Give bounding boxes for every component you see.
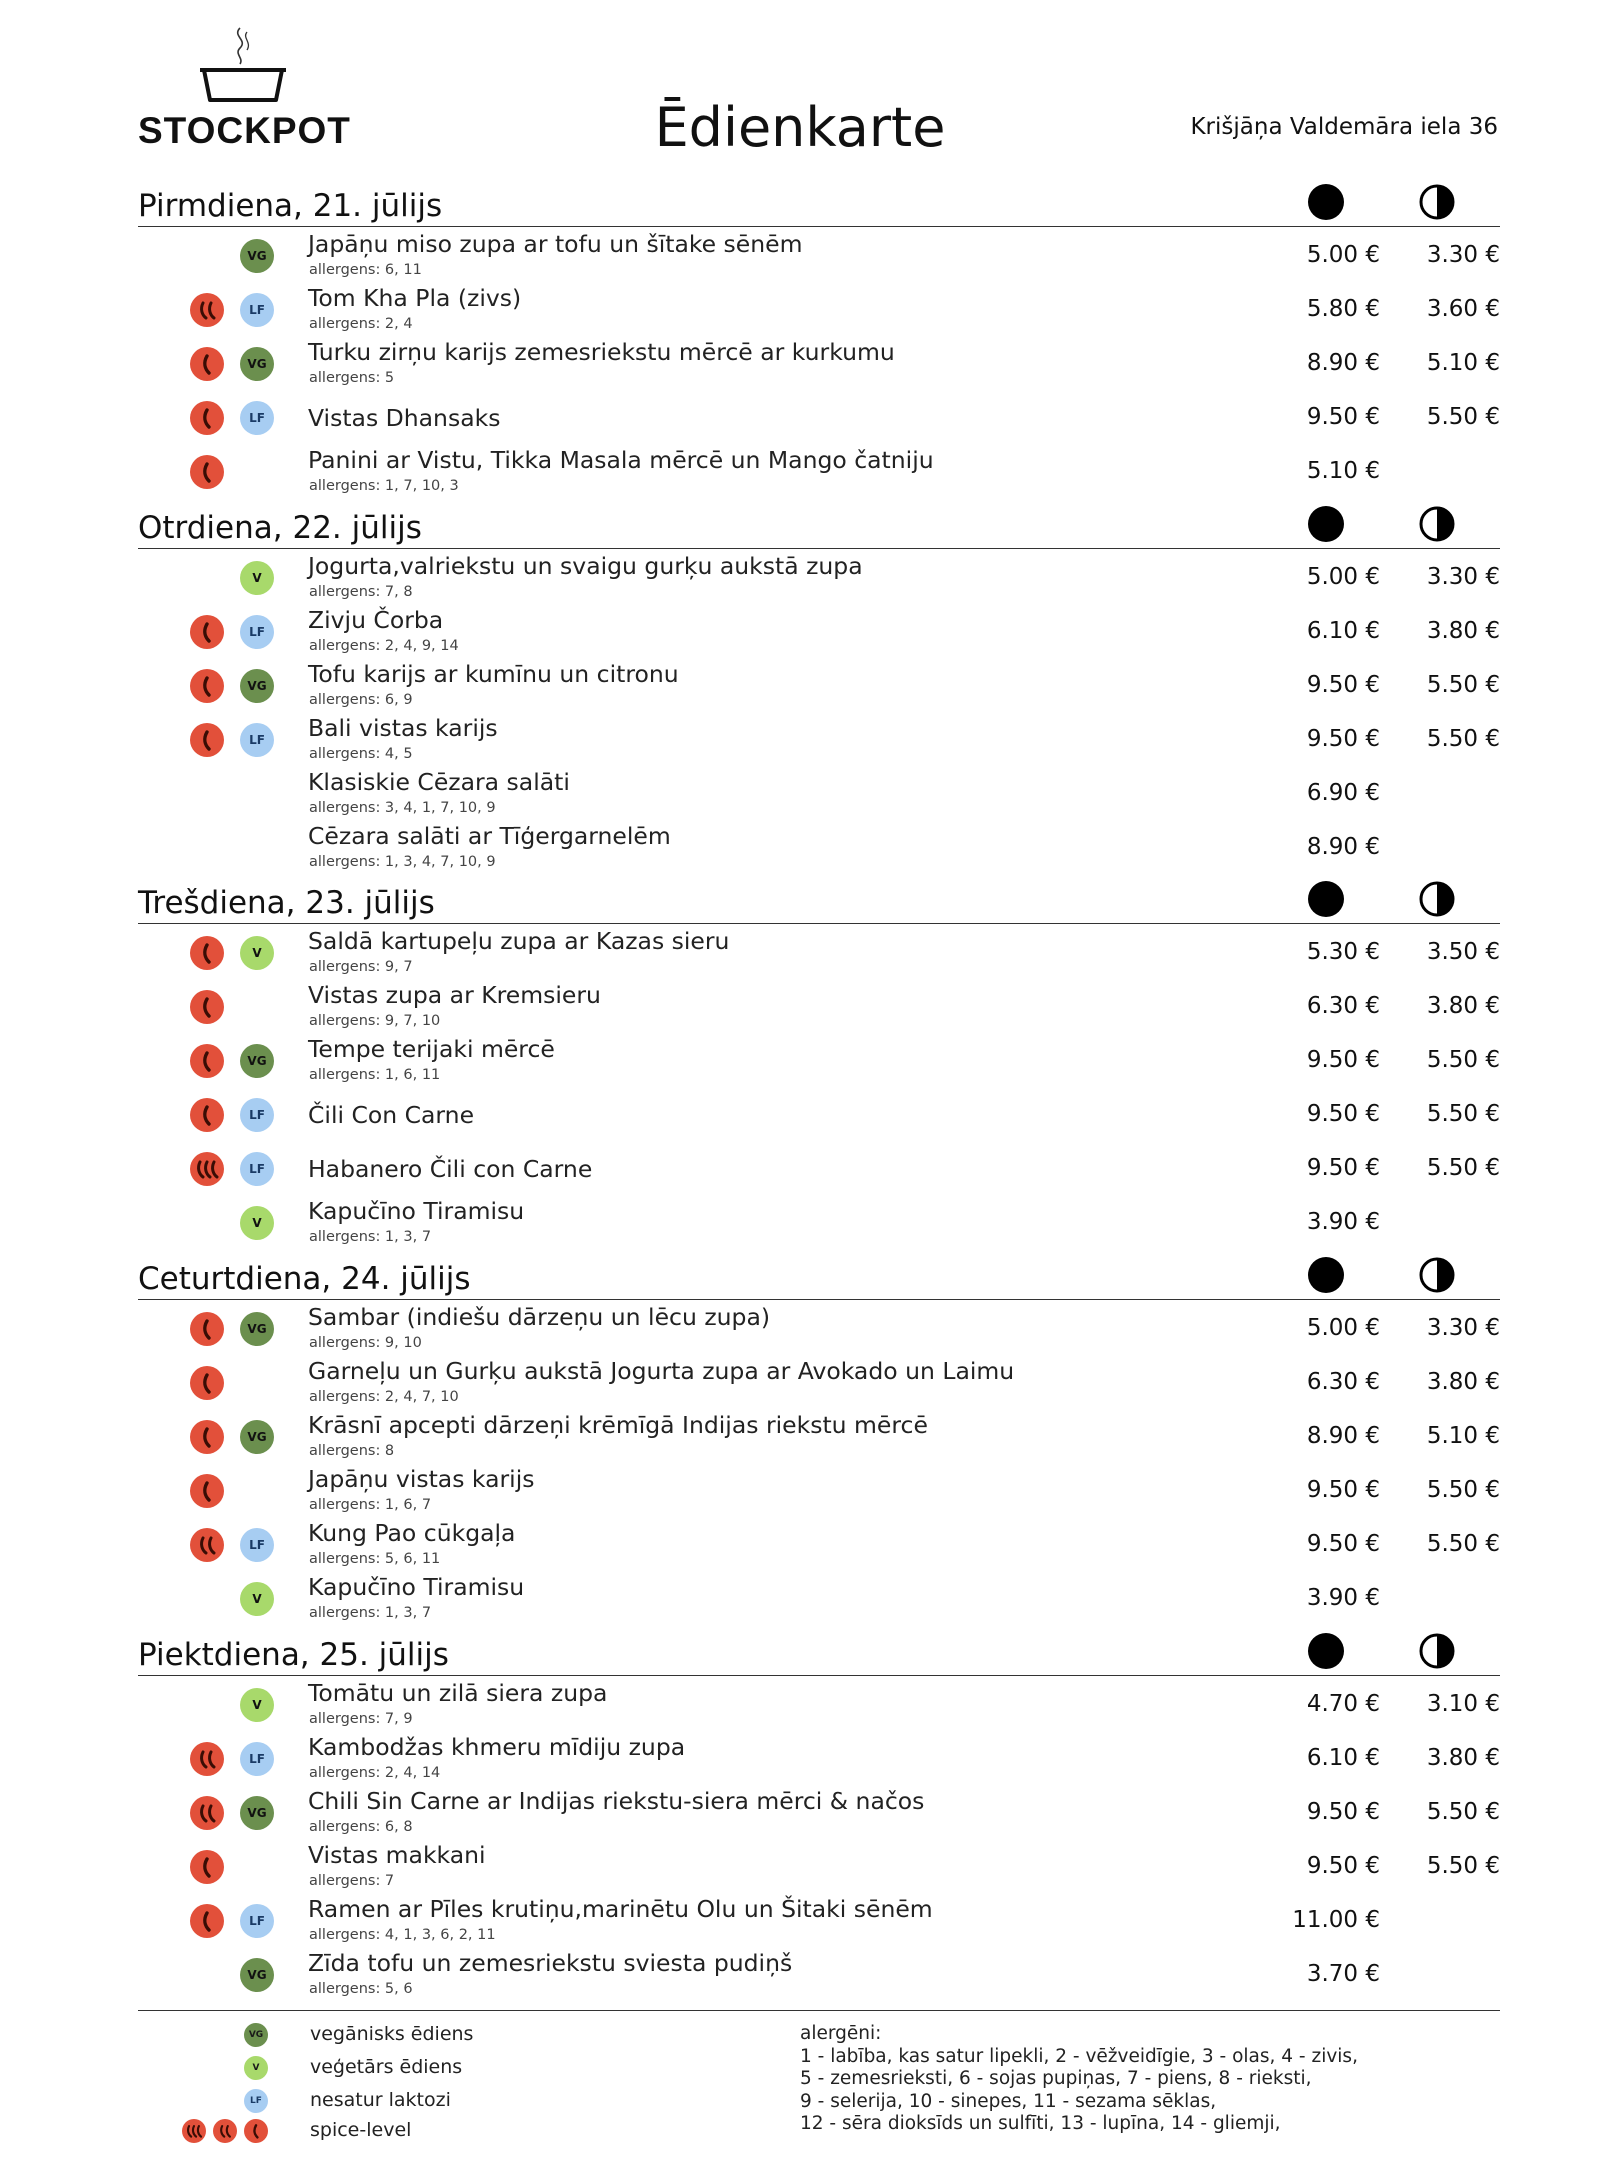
item-allergens: allergens: 7, 8 xyxy=(309,584,413,600)
price-half: 5.50 € xyxy=(1426,1101,1500,1127)
chili-2-icon xyxy=(213,2119,237,2143)
chili-1-icon xyxy=(190,1098,224,1132)
item-allergens: allergens: 2, 4 xyxy=(309,316,413,332)
menu-item xyxy=(138,1569,1500,1623)
chili-2-icon xyxy=(190,1742,224,1776)
item-badges xyxy=(138,723,278,757)
page-title: Ēdienkarte xyxy=(654,96,946,159)
vegan-badge-icon: VG xyxy=(240,669,274,703)
day-title: Otrdiena, 22. jūlijs xyxy=(138,510,422,546)
item-name: Japāņu vistas karijs xyxy=(308,1465,535,1493)
price-half: 3.10 € xyxy=(1426,1691,1500,1717)
menu-item xyxy=(138,923,1500,977)
item-name: Turku zirņu karijs zemesriekstu mērcē ar kurkumu xyxy=(308,338,895,366)
full-circle-icon xyxy=(1308,881,1344,917)
diet-legend xyxy=(138,2020,838,2150)
price-full: 9.50 € xyxy=(1306,1799,1380,1825)
price-full: 5.00 € xyxy=(1306,564,1380,590)
legend-vegan-text: vegānisks ēdiens xyxy=(310,2023,474,2045)
item-allergens: allergens: 9, 7, 10 xyxy=(309,1013,441,1029)
item-badges xyxy=(138,831,278,865)
legend-vegan xyxy=(138,2020,838,2050)
item-badges xyxy=(138,1312,278,1346)
allergen-key-line: 1 - labība, kas satur lipekli, 2 - vēžveidīgie, 3 - olas, 4 - zivis, xyxy=(800,2045,1358,2067)
item-allergens: allergens: 4, 1, 3, 6, 2, 11 xyxy=(309,1927,496,1943)
item-name: Čili Con Carne xyxy=(308,1101,475,1129)
menu-item xyxy=(138,226,1500,280)
menu-item xyxy=(138,1407,1500,1461)
price-full: 5.80 € xyxy=(1306,296,1380,322)
item-name: Saldā kartupeļu zupa ar Kazas sieru xyxy=(308,927,730,955)
price-full: 4.70 € xyxy=(1306,1691,1380,1717)
menu-item xyxy=(138,1945,1500,1999)
item-name: Kapučīno Tiramisu xyxy=(308,1573,525,1601)
item-badges xyxy=(138,1098,278,1132)
vegan-badge-icon: VG xyxy=(240,1044,274,1078)
legend-vegetarian-text: veģetārs ēdiens xyxy=(310,2056,463,2078)
item-badges xyxy=(138,561,278,595)
price-full: 9.50 € xyxy=(1306,672,1380,698)
menu-item xyxy=(138,1193,1500,1247)
day-title: Ceturtdiena, 24. jūlijs xyxy=(138,1261,471,1297)
item-badges xyxy=(138,401,278,435)
vegan-badge-icon: VG xyxy=(240,347,274,381)
chili-1-icon xyxy=(190,1474,224,1508)
lactose-free-badge-icon: LF xyxy=(240,1528,274,1562)
day-title: Trešdiena, 23. jūlijs xyxy=(138,885,435,921)
price-full: 3.70 € xyxy=(1306,1961,1380,1987)
price-full: 6.10 € xyxy=(1306,618,1380,644)
half-circle-icon xyxy=(1419,1257,1455,1293)
vegetarian-badge-icon: V xyxy=(240,1582,274,1616)
price-full: 5.30 € xyxy=(1306,939,1380,965)
menu-item xyxy=(138,602,1500,656)
vegetarian-badge-icon: V xyxy=(244,2056,268,2080)
menu-item xyxy=(138,656,1500,710)
item-name: Tempe terijaki mērcē xyxy=(308,1035,555,1063)
item-badges xyxy=(138,936,278,970)
menu-item xyxy=(138,977,1500,1031)
price-half: 5.50 € xyxy=(1426,404,1500,430)
item-name: Kambodžas khmeru mīdiju zupa xyxy=(308,1733,686,1761)
legend-spice-text: spice-level xyxy=(310,2119,412,2141)
price-half: 5.50 € xyxy=(1426,1799,1500,1825)
item-name: Habanero Čili con Carne xyxy=(308,1155,593,1183)
allergen-key-line: 5 - zemesrieksti, 6 - sojas pupiņas, 7 - piens, 8 - rieksti, xyxy=(800,2068,1312,2089)
item-allergens: allergens: 6, 11 xyxy=(309,262,422,278)
vegetarian-badge-icon: V xyxy=(240,561,274,595)
item-name: Vistas Dhansaks xyxy=(308,404,501,432)
menu-item xyxy=(138,1515,1500,1569)
item-badges xyxy=(138,1688,278,1722)
item-allergens: allergens: 1, 7, 10, 3 xyxy=(309,478,459,494)
chili-1-icon xyxy=(190,401,224,435)
price-full: 5.00 € xyxy=(1306,1315,1380,1341)
item-name: Zivju Čorba xyxy=(308,606,444,634)
item-name: Tofu karijs ar kumīnu un citronu xyxy=(308,660,679,688)
half-circle-icon xyxy=(1419,184,1455,220)
legend-spice xyxy=(138,2116,838,2146)
price-half: 3.30 € xyxy=(1426,564,1500,590)
half-circle-icon xyxy=(1419,1633,1455,1669)
item-name: Sambar (indiešu dārzeņu un lēcu zupa) xyxy=(308,1303,771,1331)
day-header xyxy=(138,875,1500,924)
full-circle-icon xyxy=(1308,184,1344,220)
item-allergens: allergens: 2, 4, 7, 10 xyxy=(309,1389,459,1405)
menu-item xyxy=(138,388,1500,442)
lactose-free-badge-icon: LF xyxy=(240,401,274,435)
item-badges xyxy=(138,669,278,703)
day-title: Piektdiena, 25. jūlijs xyxy=(138,1637,449,1673)
price-full: 5.10 € xyxy=(1306,458,1380,484)
chili-3-icon xyxy=(190,1152,224,1186)
item-name: Japāņu miso zupa ar tofu un šītake sēnēm xyxy=(308,230,803,258)
item-name: Kung Pao cūkgaļa xyxy=(308,1519,516,1547)
item-name: Tomātu un zilā siera zupa xyxy=(308,1679,608,1707)
item-name: Jogurta,valriekstu un svaigu gurķu aukstā zupa xyxy=(308,552,863,580)
item-allergens: allergens: 5, 6 xyxy=(309,1981,413,1997)
item-badges xyxy=(138,1582,278,1616)
price-half: 5.50 € xyxy=(1426,672,1500,698)
price-full: 9.50 € xyxy=(1306,1101,1380,1127)
price-full: 6.10 € xyxy=(1306,1745,1380,1771)
price-full: 6.30 € xyxy=(1306,1369,1380,1395)
item-name: Chili Sin Carne ar Indijas riekstu-siera mērci & načos xyxy=(308,1787,925,1815)
lactose-free-badge-icon: LF xyxy=(240,293,274,327)
price-half: 5.10 € xyxy=(1426,350,1500,376)
chili-1-icon xyxy=(244,2119,268,2143)
logo-text: STOCKPOT xyxy=(138,110,351,151)
allergen-key-line: 12 - sēra dioksīds un sulfīti, 13 - lupīna, 14 - gliemji, xyxy=(800,2113,1281,2134)
price-full: 6.90 € xyxy=(1306,780,1380,806)
price-half: 5.50 € xyxy=(1426,1853,1500,1879)
item-name: Vistas makkani xyxy=(308,1841,486,1869)
price-full: 6.30 € xyxy=(1306,993,1380,1019)
price-half: 5.50 € xyxy=(1426,1155,1500,1181)
lactose-free-badge-icon: LF xyxy=(240,723,274,757)
item-name: Tom Kha Pla (zivs) xyxy=(308,284,522,312)
price-full: 11.00 € xyxy=(1292,1907,1380,1933)
item-allergens: allergens: 7, 9 xyxy=(309,1711,413,1727)
item-allergens: allergens: 1, 6, 11 xyxy=(309,1067,441,1083)
price-half: 3.50 € xyxy=(1426,939,1500,965)
item-name: Kapučīno Tiramisu xyxy=(308,1197,525,1225)
day-title: Pirmdiena, 21. jūlijs xyxy=(138,188,443,224)
vegetarian-badge-icon: V xyxy=(240,936,274,970)
item-name: Bali vistas karijs xyxy=(308,714,498,742)
item-badges xyxy=(138,1152,278,1186)
price-half: 5.50 € xyxy=(1426,1047,1500,1073)
item-allergens: allergens: 1, 6, 7 xyxy=(309,1497,432,1513)
vegan-badge-icon: VG xyxy=(240,239,274,273)
price-half: 5.50 € xyxy=(1426,1477,1500,1503)
chili-1-icon xyxy=(190,615,224,649)
item-allergens: allergens: 8 xyxy=(309,1443,395,1459)
lactose-free-badge-icon: LF xyxy=(244,2089,268,2113)
item-badges xyxy=(138,1366,278,1400)
menu-item xyxy=(138,1891,1500,1945)
item-badges xyxy=(138,1474,278,1508)
menu-item xyxy=(138,764,1500,818)
item-allergens: allergens: 6, 9 xyxy=(309,692,413,708)
day-section xyxy=(138,875,1500,1245)
lactose-free-badge-icon: LF xyxy=(240,615,274,649)
price-full: 9.50 € xyxy=(1306,1477,1380,1503)
menu-item xyxy=(138,1139,1500,1193)
chili-1-icon xyxy=(190,723,224,757)
price-full: 8.90 € xyxy=(1306,350,1380,376)
menu-item xyxy=(138,1675,1500,1729)
half-circle-icon xyxy=(1419,506,1455,542)
item-badges xyxy=(138,1850,278,1884)
legend-vegetarian xyxy=(138,2053,838,2083)
item-allergens: allergens: 1, 3, 4, 7, 10, 9 xyxy=(309,854,496,870)
item-allergens: allergens: 4, 5 xyxy=(309,746,413,762)
price-half: 3.60 € xyxy=(1426,296,1500,322)
lactose-free-badge-icon: LF xyxy=(240,1742,274,1776)
item-name: Ramen ar Pīles krutiņu,marinētu Olu un Šitaki sēnēm xyxy=(308,1895,933,1923)
price-full: 9.50 € xyxy=(1306,404,1380,430)
menu-item xyxy=(138,1031,1500,1085)
legend-divider xyxy=(138,2010,1500,2011)
legend-lactose-free xyxy=(138,2086,838,2116)
item-allergens: allergens: 3, 4, 1, 7, 10, 9 xyxy=(309,800,496,816)
item-badges xyxy=(138,1206,278,1240)
item-badges xyxy=(138,1904,278,1938)
lactose-free-badge-icon: LF xyxy=(240,1152,274,1186)
vegan-badge-icon: VG xyxy=(244,2023,268,2047)
item-allergens: allergens: 9, 10 xyxy=(309,1335,422,1351)
item-name: Vistas zupa ar Kremsieru xyxy=(308,981,601,1009)
chili-1-icon xyxy=(190,669,224,703)
half-circle-icon xyxy=(1419,881,1455,917)
price-half: 5.50 € xyxy=(1426,726,1500,752)
item-allergens: allergens: 6, 8 xyxy=(309,1819,413,1835)
full-circle-icon xyxy=(1308,506,1344,542)
vegan-badge-icon: VG xyxy=(240,1312,274,1346)
item-badges xyxy=(138,1796,278,1830)
item-badges xyxy=(138,347,278,381)
day-section xyxy=(138,500,1500,870)
menu-item xyxy=(138,710,1500,764)
item-badges xyxy=(138,1742,278,1776)
price-full: 8.90 € xyxy=(1306,1423,1380,1449)
price-full: 9.50 € xyxy=(1306,726,1380,752)
lactose-free-badge-icon: LF xyxy=(240,1098,274,1132)
allergen-key-line: 9 - selerija, 10 - sinepes, 11 - sezama sēklas, xyxy=(800,2090,1217,2112)
menu-item xyxy=(138,818,1500,872)
day-section xyxy=(138,178,1500,494)
price-half: 5.50 € xyxy=(1426,1531,1500,1557)
vegan-badge-icon: VG xyxy=(240,1420,274,1454)
item-name: Panini ar Vistu, Tikka Masala mērcē un Mango čatniju xyxy=(308,446,934,474)
item-badges xyxy=(138,1528,278,1562)
price-half: 3.30 € xyxy=(1426,242,1500,268)
day-header xyxy=(138,178,1500,227)
chili-2-icon xyxy=(190,1528,224,1562)
item-name: Cēzara salāti ar Tīģergarnelēm xyxy=(308,822,671,850)
allergen-key xyxy=(800,2023,1500,2136)
price-full: 3.90 € xyxy=(1306,1585,1380,1611)
price-full: 9.50 € xyxy=(1306,1853,1380,1879)
stockpot-icon xyxy=(200,26,286,106)
vegetarian-badge-icon: V xyxy=(240,1206,274,1240)
price-half: 5.10 € xyxy=(1426,1423,1500,1449)
item-badges xyxy=(138,455,278,489)
menu-item xyxy=(138,1085,1500,1139)
item-badges xyxy=(138,1420,278,1454)
item-badges xyxy=(138,293,278,327)
price-full: 9.50 € xyxy=(1306,1155,1380,1181)
menu-item xyxy=(138,334,1500,388)
price-full: 9.50 € xyxy=(1306,1047,1380,1073)
full-circle-icon xyxy=(1308,1633,1344,1669)
item-allergens: allergens: 2, 4, 14 xyxy=(309,1765,441,1781)
address: Krišjāņa Valdemāra iela 36 xyxy=(1190,114,1498,140)
price-full: 8.90 € xyxy=(1306,834,1380,860)
item-allergens: allergens: 7 xyxy=(309,1873,395,1889)
legend-lactose-free-text: nesatur laktozi xyxy=(310,2089,451,2111)
menu-item xyxy=(138,1353,1500,1407)
menu-item xyxy=(138,280,1500,334)
day-section xyxy=(138,1627,1500,1997)
lactose-free-badge-icon: LF xyxy=(240,1904,274,1938)
menu-item xyxy=(138,1783,1500,1837)
price-full: 3.90 € xyxy=(1306,1209,1380,1235)
item-badges xyxy=(138,1044,278,1078)
item-name: Zīda tofu un zemesriekstu sviesta pudiņš xyxy=(308,1949,793,1977)
item-badges xyxy=(138,615,278,649)
chili-1-icon xyxy=(190,1366,224,1400)
item-name: Klasiskie Cēzara salāti xyxy=(308,768,570,796)
menu-item xyxy=(138,548,1500,602)
full-circle-icon xyxy=(1308,1257,1344,1293)
item-badges xyxy=(138,239,278,273)
chili-1-icon xyxy=(190,1044,224,1078)
price-half: 3.80 € xyxy=(1426,1369,1500,1395)
item-allergens: allergens: 5 xyxy=(309,370,395,386)
day-header xyxy=(138,1251,1500,1300)
menu-item xyxy=(138,1837,1500,1891)
price-half: 3.80 € xyxy=(1426,1745,1500,1771)
day-header xyxy=(138,1627,1500,1676)
vegan-badge-icon: VG xyxy=(240,1958,274,1992)
chili-1-icon xyxy=(190,1904,224,1938)
chili-1-icon xyxy=(190,936,224,970)
menu-item xyxy=(138,1729,1500,1783)
item-name: Garneļu un Gurķu aukstā Jogurta zupa ar Avokado un Laimu xyxy=(308,1357,1015,1385)
menu-item xyxy=(138,442,1500,496)
price-half: 3.80 € xyxy=(1426,993,1500,1019)
item-allergens: allergens: 9, 7 xyxy=(309,959,413,975)
chili-1-icon xyxy=(190,990,224,1024)
item-allergens: allergens: 5, 6, 11 xyxy=(309,1551,441,1567)
vegetarian-badge-icon: V xyxy=(240,1688,274,1722)
item-badges xyxy=(138,777,278,811)
item-allergens: allergens: 2, 4, 9, 14 xyxy=(309,638,459,654)
item-badges xyxy=(138,990,278,1024)
price-full: 5.00 € xyxy=(1306,242,1380,268)
menu-item xyxy=(138,1299,1500,1353)
price-half: 3.80 € xyxy=(1426,618,1500,644)
chili-1-icon xyxy=(190,455,224,489)
chili-3-icon xyxy=(182,2119,206,2143)
chili-2-icon xyxy=(190,293,224,327)
item-badges xyxy=(138,1958,278,1992)
allergen-key-title: alergēni: xyxy=(800,2023,882,2044)
item-allergens: allergens: 1, 3, 7 xyxy=(309,1229,432,1245)
chili-2-icon xyxy=(190,1796,224,1830)
menu-item xyxy=(138,1461,1500,1515)
price-half: 3.30 € xyxy=(1426,1315,1500,1341)
item-name: Krāsnī apcepti dārzeņi krēmīgā Indijas riekstu mērcē xyxy=(308,1411,928,1439)
day-section xyxy=(138,1251,1500,1621)
item-allergens: allergens: 1, 3, 7 xyxy=(309,1605,432,1621)
chili-1-icon xyxy=(190,1850,224,1884)
chili-1-icon xyxy=(190,1312,224,1346)
price-full: 9.50 € xyxy=(1306,1531,1380,1557)
day-header xyxy=(138,500,1500,549)
vegan-badge-icon: VG xyxy=(240,1796,274,1830)
chili-1-icon xyxy=(190,1420,224,1454)
chili-1-icon xyxy=(190,347,224,381)
